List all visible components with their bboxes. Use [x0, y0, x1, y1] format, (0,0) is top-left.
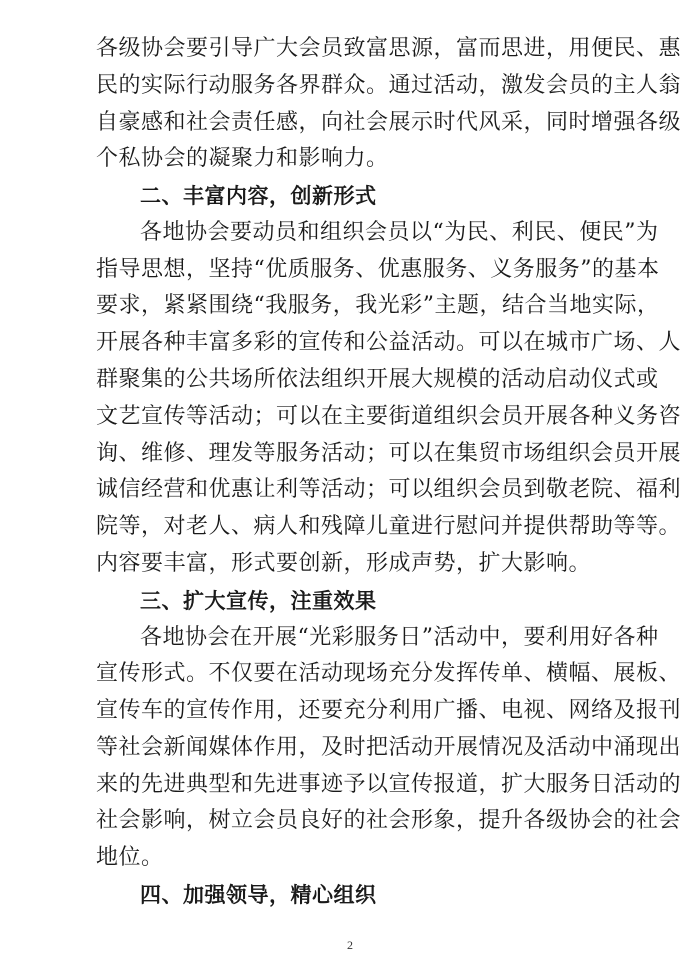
section-heading-4: 四、加强领导，精心组织 [140, 883, 377, 907]
paragraph-line: 指导思想，坚持“优质服务、优惠服务、义务服务”的基本 [96, 257, 660, 282]
section-heading-3: 三、扩大宣传，注重效果 [140, 589, 377, 613]
section-heading-2: 二、丰富内容，创新形式 [140, 184, 377, 208]
paragraph-line: 各地协会在开展“光彩服务日”活动中，要利用好各种 [140, 625, 659, 650]
paragraph-line: 地位。 [96, 845, 164, 870]
paragraph-line: 诚信经营和优惠让利等活动；可以组织会员到敬老院、福利 [96, 477, 682, 502]
paragraph-line: 个私协会的凝聚力和影响力。 [96, 146, 389, 171]
paragraph-line: 文艺宣传等活动；可以在主要街道组织会员开展各种义务咨 [96, 404, 682, 429]
paragraph-line: 社会影响，树立会员良好的社会形象，提升各级协会的社会 [96, 808, 682, 833]
paragraph-line: 内容要丰富，形式要创新，形成声势，扩大影响。 [96, 551, 592, 576]
paragraph-line: 开展各种丰富多彩的宣传和公益活动。可以在城市广场、人 [96, 330, 682, 355]
paragraph-line: 宣传形式。不仅要在活动现场充分发挥传单、横幅、展板、 [96, 661, 682, 686]
paragraph-line: 民的实际行动服务各界群众。通过活动，激发会员的主人翁 [96, 73, 682, 98]
paragraph-line: 要求，紧紧围绕“我服务，我光彩”主题，结合当地实际， [96, 293, 660, 318]
paragraph-line: 询、维修、理发等服务活动；可以在集贸市场组织会员开展 [96, 441, 682, 466]
paragraph-line: 各地协会要动员和组织会员以“为民、利民、便民”为 [140, 220, 659, 245]
paragraph-line: 各级协会要引导广大会员致富思源，富而思进，用便民、惠 [96, 36, 682, 61]
paragraph-line: 群聚集的公共场所依法组织开展大规模的活动启动仪式或 [96, 367, 659, 392]
paragraph-line: 自豪感和社会责任感，向社会展示时代风采，同时增强各级 [96, 110, 682, 135]
page-number: 2 [347, 938, 353, 952]
paragraph-line: 等社会新闻媒体作用，及时把活动开展情况及活动中涌现出 [96, 735, 682, 760]
paragraph-line: 宣传车的宣传作用，还要充分利用广播、电视、网络及报刊 [96, 698, 682, 723]
paragraph-line: 院等，对老人、病人和残障儿童进行慰问并提供帮助等等。 [96, 514, 682, 539]
paragraph-line: 来的先进典型和先进事迹予以宣传报道，扩大服务日活动的 [96, 772, 682, 797]
